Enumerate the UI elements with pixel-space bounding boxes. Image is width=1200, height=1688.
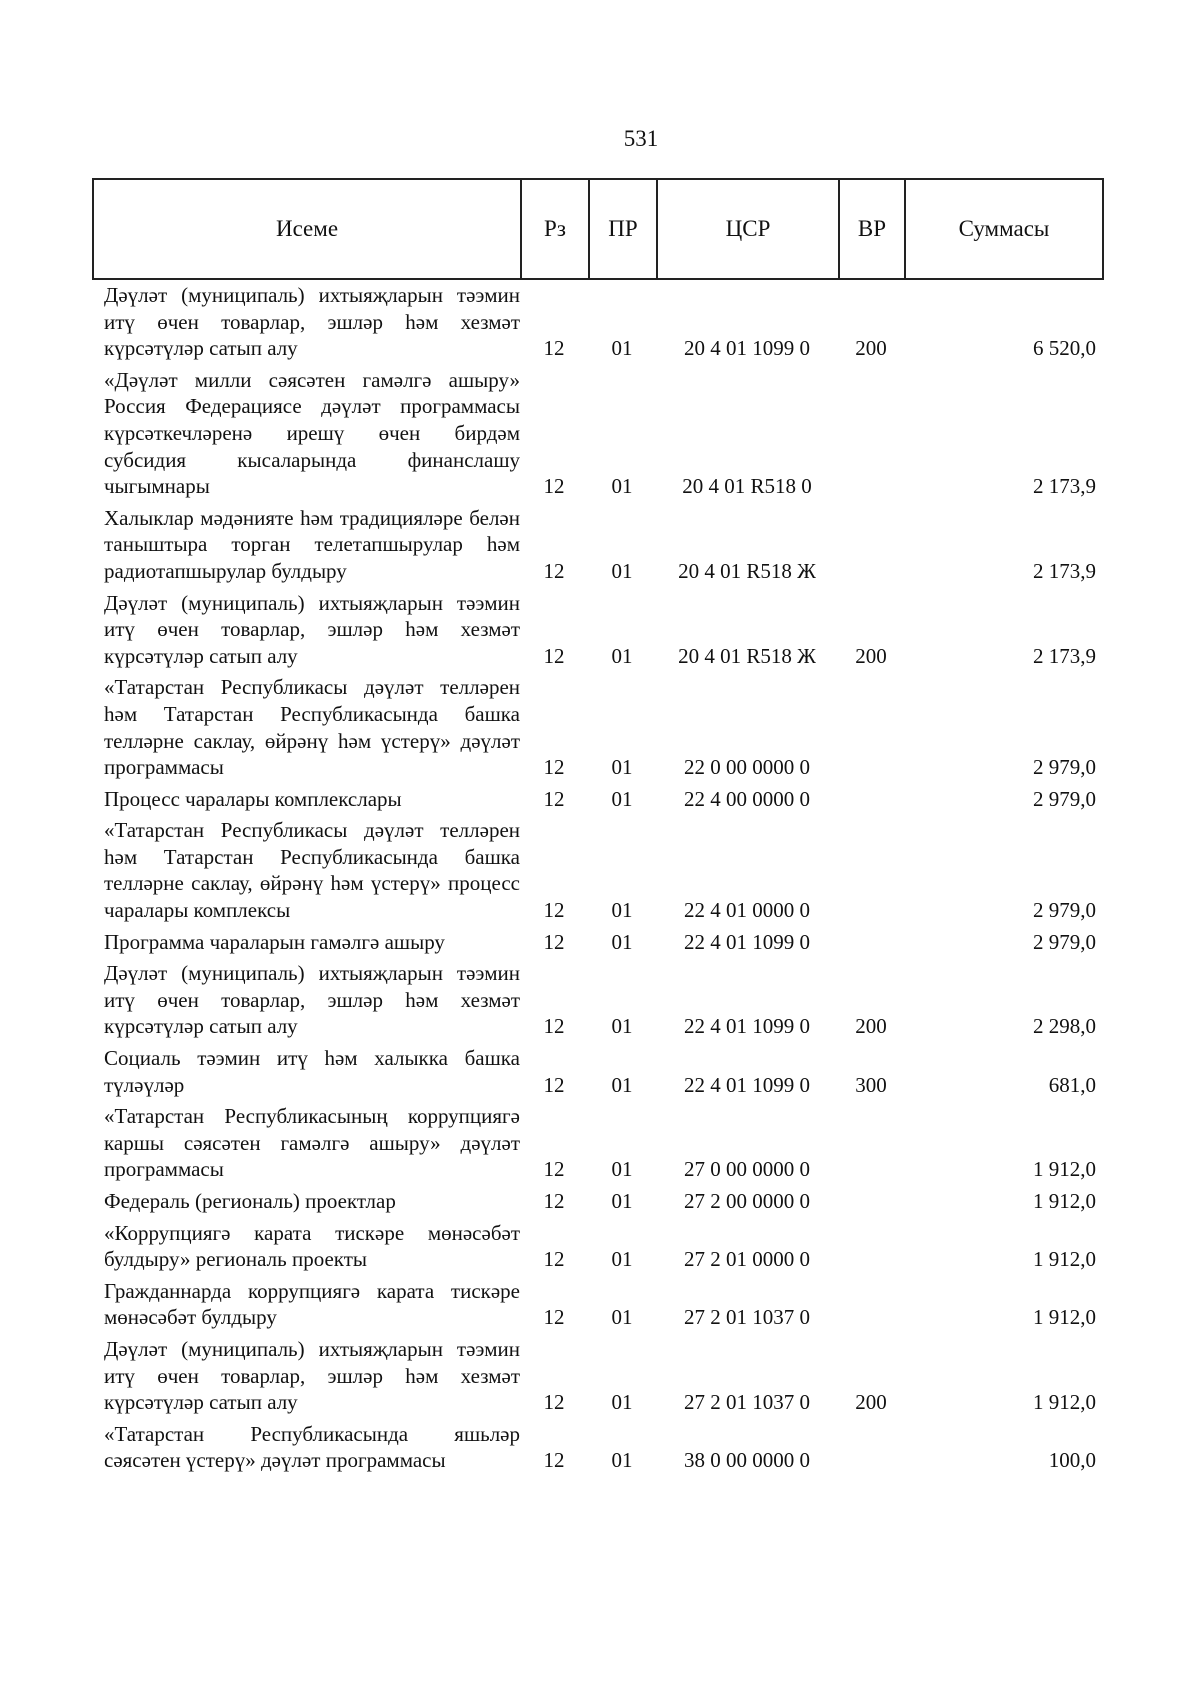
row-vr: 200 — [855, 336, 887, 361]
header-rz: Рз — [521, 179, 589, 279]
row-rz: 12 — [543, 558, 565, 583]
row-csr: 22 4 01 0000 0 — [684, 898, 810, 923]
table-row — [92, 367, 1102, 500]
row-sum: 2 979,0 — [1033, 898, 1096, 923]
row-name: «Татарстан Республикасы дәүләт телләрен һәм Татарстан Республикасында башка телләрне саклау, өйрәнү һәм үстерү» процесс чаралары комплексы — [104, 818, 520, 923]
row-name: «Татарстан Республикасы дәүләт телләрен һәм Татарстан Республикасында башка телләрне саклау, өйрәнү һәм үстерү» дәүләт программасы — [104, 675, 520, 780]
row-sum: 2 979,0 — [1033, 755, 1096, 780]
table-body — [92, 282, 1102, 1479]
row-name: «Татарстан Республикасының коррупциягә каршы сәясәтен гамәлгә ашыру» дәүләт программасы — [104, 1104, 520, 1182]
table-row — [92, 674, 1102, 780]
row-rz: 12 — [543, 1189, 565, 1213]
table-row — [92, 786, 1102, 813]
row-rz: 12 — [543, 1448, 565, 1473]
row-name: Дәүләт (муниципаль) ихтыяҗларын тәэмин итү өчен товарлар, эшләр һәм хезмәт күрсәтүләр сатып алу — [104, 1336, 520, 1415]
row-rz: 12 — [543, 1247, 565, 1272]
row-pr: 01 — [611, 1014, 633, 1039]
row-pr: 01 — [611, 1448, 633, 1473]
row-csr: 27 0 00 0000 0 — [684, 1157, 810, 1182]
row-sum: 100,0 — [1048, 1448, 1096, 1473]
row-sum: 2 173,9 — [1033, 643, 1096, 668]
row-sum: 681,0 — [1048, 1072, 1096, 1097]
row-rz: 12 — [543, 1305, 565, 1330]
table-row — [92, 590, 1102, 670]
header-csr: ЦСР — [657, 179, 839, 279]
page-number: 531 — [623, 126, 659, 151]
row-pr: 01 — [611, 755, 633, 780]
table-row — [92, 1045, 1102, 1098]
row-csr: 20 4 01 R518 0 — [682, 474, 812, 499]
row-pr: 01 — [611, 1189, 633, 1213]
row-sum: 1 912,0 — [1033, 1247, 1096, 1272]
row-vr: 200 — [855, 1014, 887, 1039]
row-csr: 20 4 01 R518 Ж — [678, 643, 816, 668]
row-rz: 12 — [543, 1157, 565, 1182]
row-csr: 38 0 00 0000 0 — [684, 1448, 810, 1473]
row-name: «Татарстан Республикасында яшьләр сәясәтен үстерү» дәүләт программасы — [104, 1421, 520, 1473]
row-rz: 12 — [543, 1390, 565, 1415]
row-rz: 12 — [543, 786, 565, 811]
row-sum: 2 173,9 — [1033, 558, 1096, 583]
row-csr: 20 4 01 1099 0 — [684, 336, 810, 361]
row-pr: 01 — [611, 1072, 633, 1097]
row-pr: 01 — [611, 474, 633, 499]
row-csr: 27 2 00 0000 0 — [684, 1189, 810, 1213]
row-csr: 27 2 01 1037 0 — [684, 1305, 810, 1330]
header-pr: ПР — [589, 179, 657, 279]
row-name: Дәүләт (муниципаль) ихтыяҗларын тәэмин итү өчен товарлар, эшләр һәм хезмәт күрсәтүләр сатып алу — [104, 283, 520, 361]
row-sum: 1 912,0 — [1033, 1305, 1096, 1330]
row-sum: 2 979,0 — [1033, 786, 1096, 811]
table-row — [92, 929, 1102, 956]
row-name: Дәүләт (муниципаль) ихтыяҗларын тәэмин итү өчен товарлар, эшләр һәм хезмәт күрсәтүләр сатып алу — [104, 590, 520, 668]
row-pr: 01 — [611, 558, 633, 583]
table-row — [92, 1278, 1102, 1331]
row-csr: 22 4 01 1099 0 — [684, 1014, 810, 1039]
row-rz: 12 — [543, 474, 565, 499]
row-name: Федераль (региональ) проектлар — [104, 1189, 396, 1213]
row-rz: 12 — [543, 643, 565, 668]
row-pr: 01 — [611, 898, 633, 923]
table-row — [92, 1188, 1102, 1215]
row-sum: 2 173,9 — [1033, 474, 1096, 499]
row-sum: 1 912,0 — [1033, 1390, 1096, 1415]
row-sum: 2 298,0 — [1033, 1014, 1096, 1039]
row-pr: 01 — [611, 786, 633, 811]
table-row — [92, 282, 1102, 362]
row-csr: 22 4 01 1099 0 — [684, 929, 810, 954]
row-name: Программа чараларын гамәлгә ашыру — [104, 929, 445, 954]
row-vr: 300 — [855, 1072, 887, 1097]
row-rz: 12 — [543, 1014, 565, 1039]
header-vr: ВР — [839, 179, 905, 279]
row-csr: 20 4 01 R518 Ж — [678, 558, 816, 583]
row-rz: 12 — [543, 336, 565, 361]
row-sum: 6 520,0 — [1033, 336, 1096, 361]
row-vr: 200 — [855, 1390, 887, 1415]
row-name: Социаль тәэмин итү һәм халыкка башка түләүләр — [104, 1046, 520, 1097]
row-rz: 12 — [543, 755, 565, 780]
row-vr: 200 — [855, 643, 887, 668]
row-pr: 01 — [611, 1157, 633, 1182]
row-name: Гражданнарда коррупциягә карата тискәре мөнәсәбәт булдыру — [104, 1278, 520, 1330]
row-rz: 12 — [543, 898, 565, 923]
row-pr: 01 — [611, 1247, 633, 1272]
row-name: Дәүләт (муниципаль) ихтыяҗларын тәэмин итү өчен товарлар, эшләр һәм хезмәт күрсәтүләр сатып алу — [104, 961, 520, 1039]
row-sum: 1 912,0 — [1033, 1189, 1096, 1213]
row-pr: 01 — [611, 643, 633, 668]
table-row — [92, 1421, 1102, 1474]
row-pr: 01 — [611, 1305, 633, 1330]
table-row — [92, 817, 1102, 923]
row-sum: 2 979,0 — [1033, 929, 1096, 954]
table-header — [92, 178, 1104, 280]
header-name: Исеме — [93, 179, 521, 279]
row-name: «Дәүләт милли сәясәтен гамәлгә ашыру» Россия Федерациясе дәүләт программасы күрсәткечләренә ирешү өчен бирдәм субсидия кысаларында финанслашу чыгымнары — [104, 367, 520, 499]
row-pr: 01 — [611, 929, 633, 954]
row-csr: 22 4 00 0000 0 — [684, 786, 810, 811]
row-csr: 27 2 01 1037 0 — [684, 1390, 810, 1415]
row-pr: 01 — [611, 336, 633, 361]
row-name: Халыклар мәдәнияте һәм традицияләре белән таныштыра торган телетапшырулар һәм радиотапшырулар булдыру — [104, 505, 520, 583]
row-pr: 01 — [611, 1390, 633, 1415]
table-row — [92, 1220, 1102, 1273]
table-row — [92, 1336, 1102, 1416]
row-name: «Коррупциягә карата тискәре мөнәсәбәт булдыру» региональ проекты — [104, 1220, 520, 1272]
row-csr: 22 0 00 0000 0 — [684, 755, 810, 780]
header-sum: Суммасы — [905, 179, 1103, 279]
row-csr: 27 2 01 0000 0 — [684, 1247, 810, 1272]
row-sum: 1 912,0 — [1033, 1157, 1096, 1182]
table-row — [92, 1103, 1102, 1183]
row-rz: 12 — [543, 929, 565, 954]
row-rz: 12 — [543, 1072, 565, 1097]
row-csr: 22 4 01 1099 0 — [684, 1072, 810, 1097]
table-row — [92, 960, 1102, 1040]
table-row — [92, 505, 1102, 585]
row-name: Процесс чаралары комплекслары — [104, 786, 402, 811]
